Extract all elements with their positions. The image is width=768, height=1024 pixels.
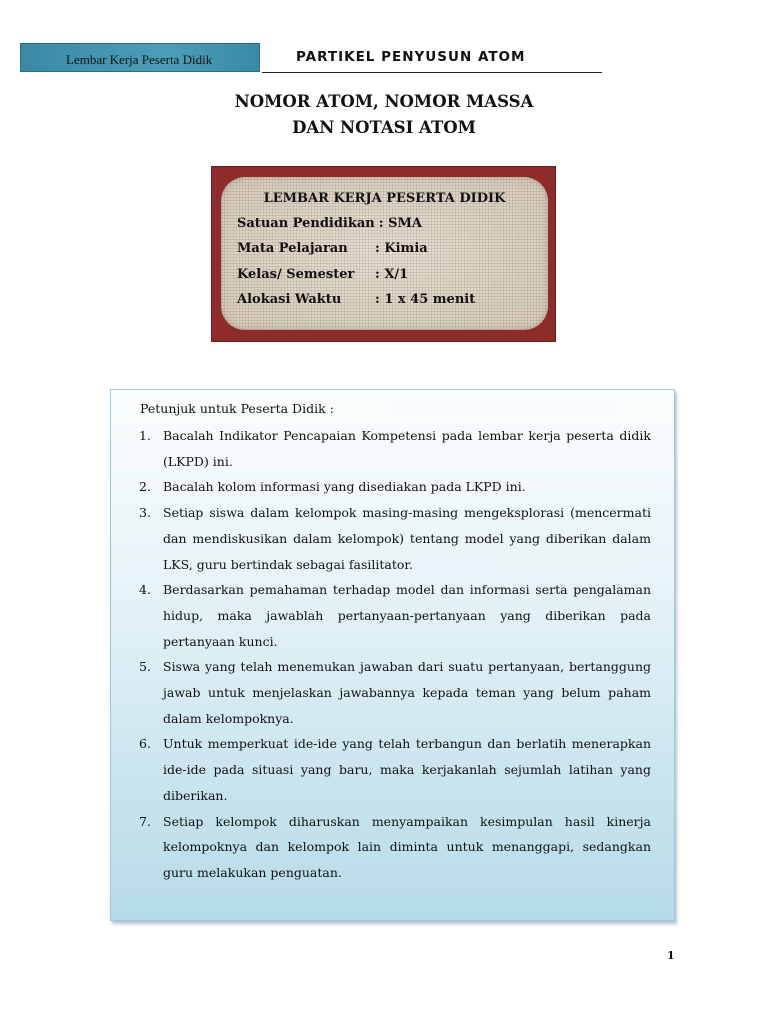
info-row-value: : X/1 [375, 267, 409, 282]
list-item-number: 6. [139, 736, 151, 752]
list-item-text: Berdasarkan pemahaman terhadap model dan informasi serta pengalaman hidup, maka jawablah pertanyaan-pertanyaan yang diberikan pada pertanyaan kunci. [163, 582, 651, 649]
instructions-heading: Petunjuk untuk Peserta Didik : [140, 401, 334, 416]
info-row-value: : Kimia [375, 241, 428, 256]
list-item-text: Bacalah Indikator Pencapaian Kompetensi pada lembar kerja peserta didik (LKPD) ini. [163, 428, 651, 469]
instructions-list [139, 423, 651, 886]
info-row-label: Kelas/ Semester [237, 267, 355, 282]
list-item-number: 3. [139, 505, 151, 521]
info-row-label: Alokasi Waktu [237, 292, 342, 307]
info-row-alokasi-waktu [237, 292, 475, 307]
list-item-number: 1. [139, 428, 151, 443]
header-rule [262, 72, 602, 73]
list-item-text: Untuk memperkuat ide-ide yang telah terbangun dan berlatih menerapkan ide-ide pada situasi yang baru, maka kerjakanlah sejumlah latihan yang diberikan. [163, 736, 651, 803]
info-row-mata-pelajaran [237, 241, 428, 256]
list-item-number: 5. [139, 659, 151, 675]
instructions-box [110, 389, 675, 921]
list-item [139, 577, 651, 654]
info-row-value: : SMA [378, 216, 422, 231]
list-item [139, 500, 651, 577]
list-item-text: Siswa yang telah menemukan jawaban dari suatu pertanyaan, bertanggung jawab untuk menjelaskan jawabannya kepada teman yang belum paham dalam kelompoknya. [163, 659, 651, 726]
list-item [139, 809, 651, 886]
info-row-satuan-pendidikan [237, 216, 422, 231]
list-item-number: 2. [139, 479, 151, 495]
info-row-label: Mata Pelajaran [237, 241, 348, 256]
list-item-text: Setiap kelompok diharuskan menyampaikan kesimpulan hasil kinerja kelompoknya dan kelompok lain diminta untuk menanggapi, sedangkan guru melakukan penguatan. [163, 813, 651, 880]
header-tab-label: Lembar Kerja Peserta Didik [66, 52, 213, 67]
info-card-frame [211, 166, 556, 342]
list-item [139, 423, 651, 474]
page-title-line-1: NOMOR ATOM, NOMOR MASSA [234, 92, 534, 111]
list-item-number: 4. [139, 582, 151, 598]
info-card [221, 177, 548, 330]
list-item [139, 654, 651, 731]
header-topic: PARTIKEL PENYUSUN ATOM [296, 49, 526, 65]
list-item-text: Bacalah kolom informasi yang disediakan pada LKPD ini. [163, 479, 526, 495]
list-item [139, 474, 651, 500]
list-item-text: Setiap siswa dalam kelompok masing-masing mengeksplorasi (mencermati dan mendiskusikan dalam kelompok) tentang model yang diberikan dalam LKS, guru bertindak sebagai fasilitator. [163, 505, 651, 572]
list-item [139, 731, 651, 808]
info-row-label: Satuan Pendidikan [237, 216, 375, 231]
page-number: 1 [667, 949, 675, 962]
info-row-kelas-semester [237, 267, 408, 282]
list-item-number: 7. [139, 813, 151, 829]
header-tab [20, 43, 260, 72]
page-title-line-2: DAN NOTASI ATOM [292, 118, 476, 137]
info-row-value: : 1 x 45 menit [375, 292, 476, 307]
info-card-heading: LEMBAR KERJA PESERTA DIDIK [263, 191, 506, 206]
